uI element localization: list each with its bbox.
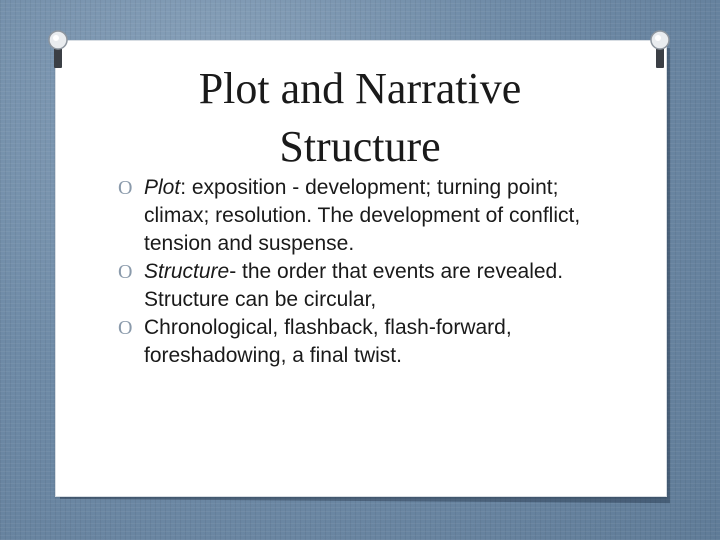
bullet-marker: O (118, 177, 133, 199)
pushpin-icon (47, 30, 69, 70)
slide-title (120, 60, 600, 176)
bullet-text: : exposition - development; turning point; climax; resolution. The development of conflict, tension and suspense. (144, 176, 581, 255)
pushpin-icon (649, 30, 671, 70)
bullet-item-plot (118, 174, 618, 258)
bullet-item-chronological (118, 314, 618, 370)
bullet-text: Chronological, flashback, flash-forward, foreshadowing, a final twist. (144, 316, 512, 367)
bullet-emphasis: Structure (144, 260, 230, 283)
bullet-marker: O (118, 261, 133, 283)
bullet-emphasis: Plot (144, 176, 181, 199)
title-line-2: Structure (279, 122, 441, 171)
title-line-1: Plot and Narrative (198, 64, 522, 113)
bullet-text: - the order that events are revealed. Structure can be circular, (144, 260, 564, 311)
bullet-marker: O (118, 317, 133, 339)
bullet-item-structure (118, 258, 618, 314)
bullet-list (118, 174, 618, 370)
